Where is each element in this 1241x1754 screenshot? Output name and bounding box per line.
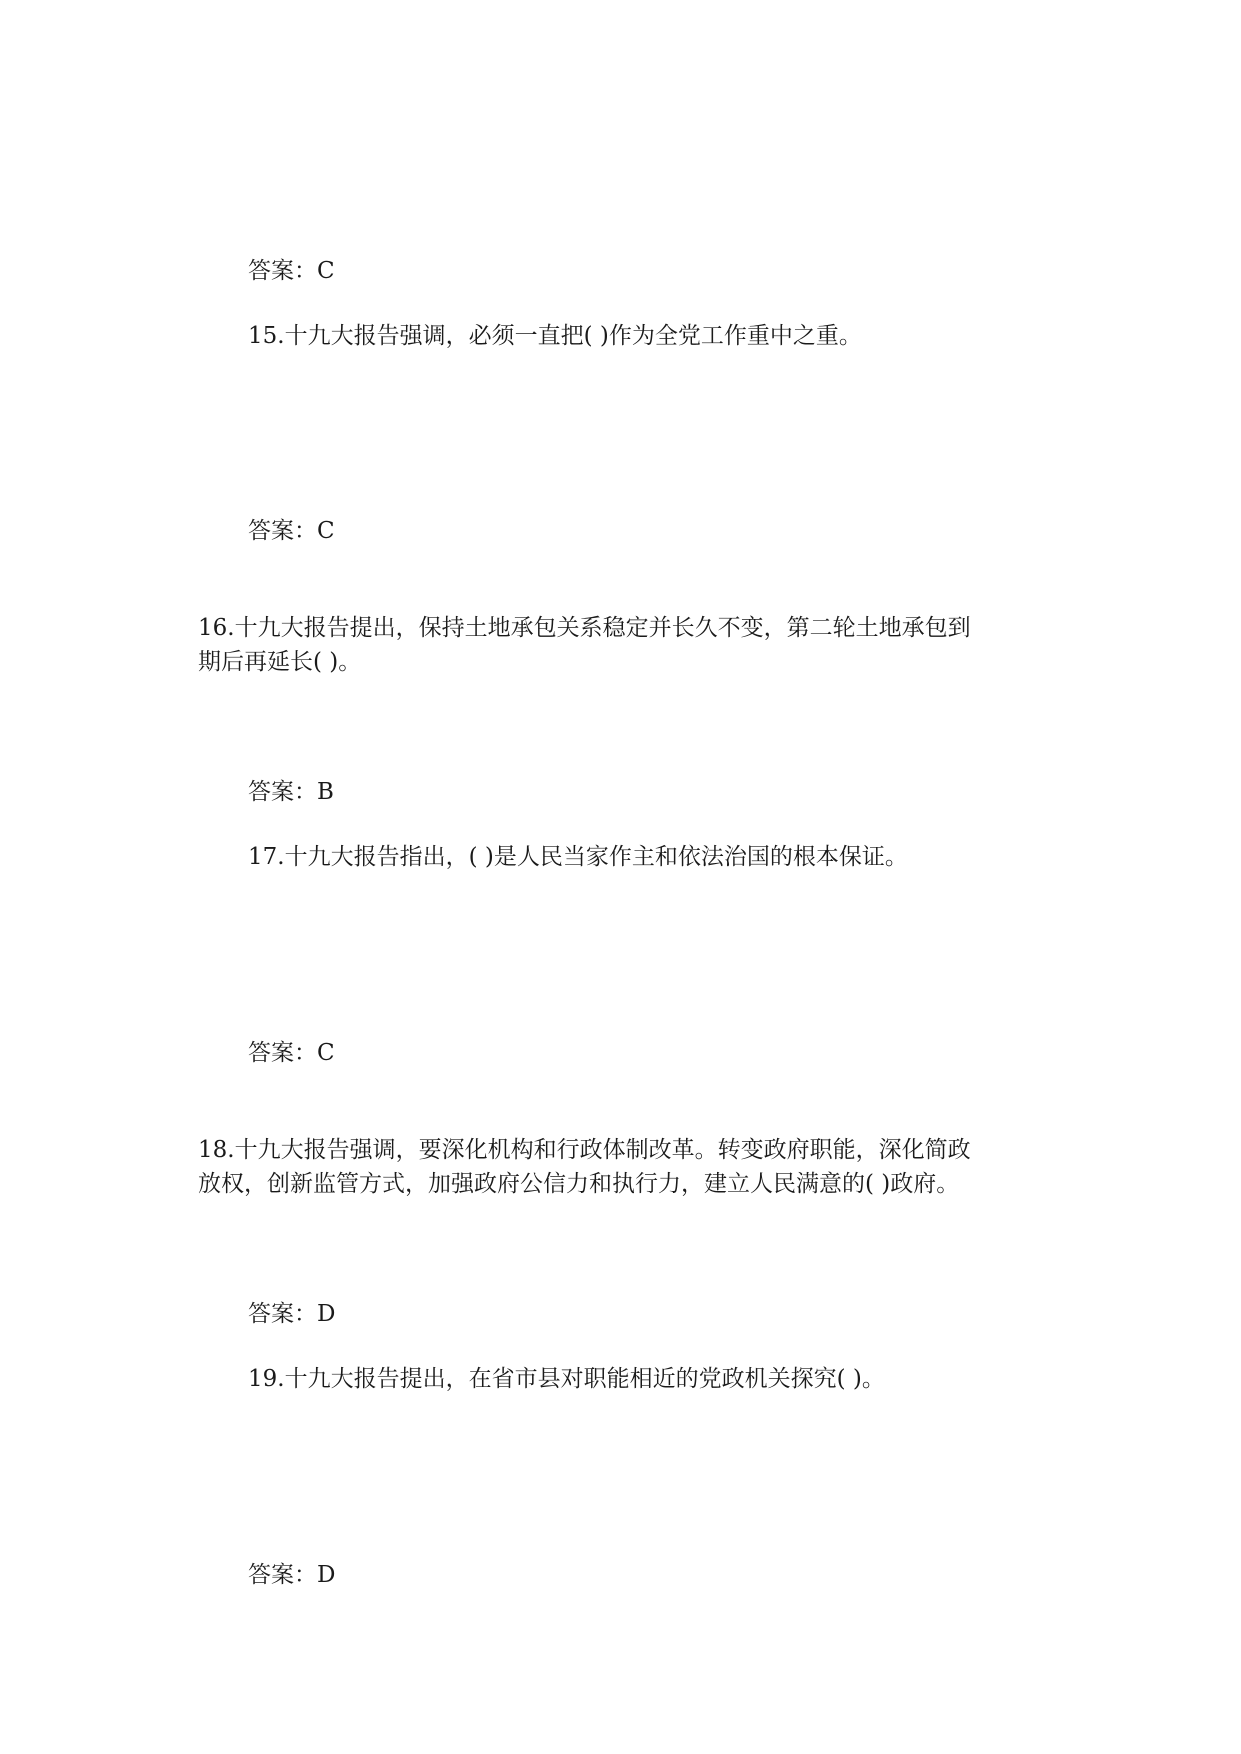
answer-line: 答案：C bbox=[248, 518, 335, 544]
question-15-text: 15.十九大报告强调，必须一直把( )作为全党工作重中之重。 bbox=[248, 323, 862, 349]
answer-line: 答案：D bbox=[248, 1301, 336, 1327]
question-18-text-line-2: 放权，创新监管方式，加强政府公信力和执行力，建立人民满意的( )政府。 bbox=[198, 1171, 960, 1197]
question-16-text-line-2: 期后再延长( )。 bbox=[198, 649, 362, 675]
answer-line: 答案：D bbox=[248, 1562, 336, 1588]
answer-line: 答案：B bbox=[248, 779, 334, 805]
answer-line: 答案：C bbox=[248, 258, 335, 284]
question-16-text-line-1: 16.十九大报告提出，保持土地承包关系稳定并长久不变，第二轮土地承包到 bbox=[198, 615, 971, 641]
question-19-text: 19.十九大报告提出，在省市县对职能相近的党政机关探究( )。 bbox=[248, 1366, 885, 1392]
answer-line: 答案：C bbox=[248, 1040, 335, 1066]
question-17-text: 17.十九大报告指出，( )是人民当家作主和依法治国的根本保证。 bbox=[248, 844, 908, 870]
question-18-text-line-1: 18.十九大报告强调，要深化机构和行政体制改革。转变政府职能，深化简政 bbox=[198, 1137, 971, 1163]
